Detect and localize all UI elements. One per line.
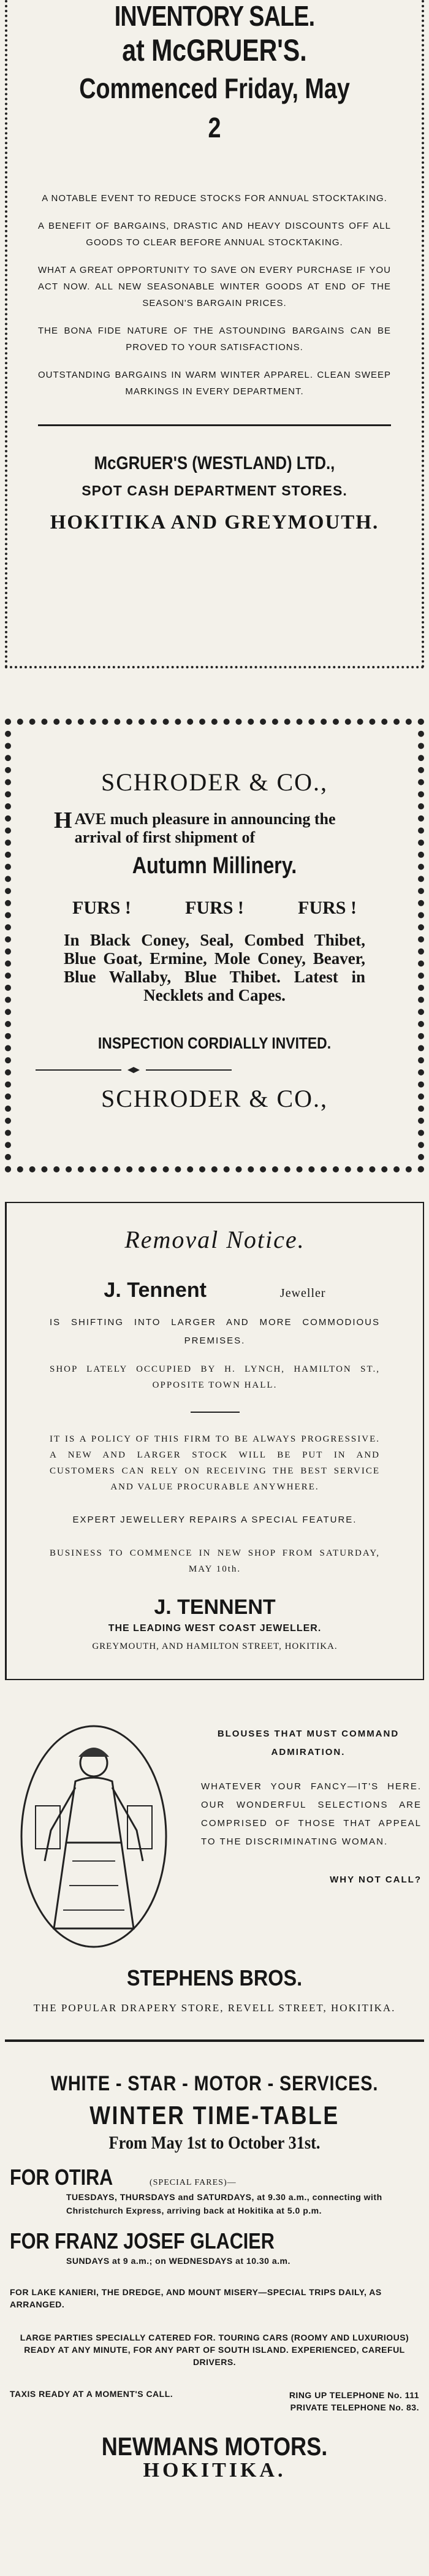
ad1-paragraph: THE BONA FIDE NATURE OF THE ASTOUNDING BARGAINS CAN BE PROVED TO YOUR SATISFACTIONS. — [38, 326, 391, 353]
ad5-otira-note: (SPECIAL FARES)— — [149, 2178, 237, 2187]
ad4-cta: WHY NOT CALL? — [330, 1875, 422, 1885]
ad2-millinery: Autumn Millinery. — [132, 853, 297, 879]
ad5-town: HOKITIKA. — [143, 2459, 286, 2482]
ad4-firm-name: STEPHENS BROS. — [126, 1965, 303, 1990]
ad4-headline: BLOUSES THAT MUST COMMAND ADMIRATION. — [217, 1729, 400, 1757]
ad1-company: McGRUER'S (WESTLAND) LTD., — [94, 453, 335, 473]
ad3-paragraph: EXPERT JEWELLERY REPAIRS A SPECIAL FEATURE. — [72, 1515, 357, 1525]
ad5-glacier-row — [5, 2228, 424, 2254]
ad2-inspection: INSPECTION CORDIALLY INVITED. — [97, 1034, 332, 1052]
ad5-kaniere: FOR LAKE KANIERI, THE DREDGE, AND MOUNT MISERY—SPECIAL TRIPS DAILY, AS ARRANGED. — [10, 2287, 382, 2309]
ad2-intro-text: AVE much pleasure in announcing the arrival of first shipment of — [74, 810, 336, 846]
ad4-body: WHATEVER YOUR FANCY—IT'S HERE. OUR WONDERFUL SELECTIONS ARE COMPRISED OF THOSE THAT APPEAL TO THE DISCRIMINATING WOMAN. — [201, 1781, 422, 1847]
ad3-short-rule — [191, 1412, 240, 1413]
ad2-furs-row — [36, 898, 393, 919]
ad1-date-line: Commenced Friday, May 2 — [79, 72, 350, 143]
ad5-otira-label: FOR OTIRA — [10, 2165, 113, 2190]
ad1-tagline: SPOT CASH DEPARTMENT STORES. — [82, 483, 347, 499]
ad1-store-line: at McGRUER'S. — [122, 33, 307, 67]
ad3-name-row — [31, 1278, 398, 1302]
ad2-firm-footer: SCHRODER & CO., — [101, 1085, 328, 1112]
ad5-taxi-row — [5, 2389, 424, 2414]
ad5-glacier-detail: SUNDAYS at 9 a.m.; on WEDNESDAYS at 10.30 a.m. — [66, 2256, 290, 2266]
ad2-furs-word: FURS ! — [72, 898, 131, 918]
tennent-advertisement — [5, 1202, 424, 1680]
ad2-furs-word: FURS ! — [185, 898, 244, 918]
ad5-glacier-label: FOR FRANZ JOSEF GLACIER — [10, 2228, 275, 2253]
ad3-trade: Jeweller — [279, 1286, 326, 1300]
ad1-locations: HOKITIKA AND GREYMOUTH. — [50, 511, 379, 533]
ad5-parties: LARGE PARTIES SPECIALLY CATERED FOR. TOURING CARS (ROOMY AND LUXURIOUS) READY AT ANY MINUTE, FOR ANY PART OF SOUTH ISLAND. EXPERIENCED, CAREFUL DRIVERS. — [20, 2333, 409, 2367]
ad5-otira-row — [5, 2165, 424, 2190]
schroder-advertisement — [5, 719, 424, 1172]
ornament-divider-icon — [36, 1066, 232, 1074]
ad2-intro — [36, 810, 393, 847]
stephens-advertisement — [5, 1720, 424, 2042]
ad3-paragraph: IS SHIFTING INTO LARGER AND MORE COMMODIOUS PREMISES. — [50, 1317, 380, 1346]
white-star-motor-advertisement — [5, 2051, 424, 2566]
ad5-date-range: From May 1st to October 31st. — [108, 2133, 321, 2153]
ad1-paragraph: WHAT A GREAT OPPORTUNITY TO SAVE ON EVERY PURCHASE IF YOU ACT NOW. ALL NEW SEASONABLE WINTER GOODS AT END OF THE SEASON'S BARGAIN PRICES. — [38, 265, 391, 308]
woman-illustration-icon — [17, 1720, 170, 1953]
ad2-furs-word: FURS ! — [298, 898, 357, 918]
ad1-divider — [38, 424, 391, 426]
ad5-title: WHITE - STAR - MOTOR - SERVICES. — [50, 2072, 379, 2095]
ad3-signature: J. TENNENT — [154, 1596, 276, 1619]
ad3-address: GREYMOUTH, AND HAMILTON STREET, HOKITIKA. — [92, 1642, 338, 1651]
ad1-paragraph: OUTSTANDING BARGAINS IN WARM WINTER APPAREL. CLEAN SWEEP MARKINGS IN EVERY DEPARTMENT. — [38, 370, 391, 397]
ad3-name: J. Tennent — [104, 1278, 207, 1302]
ad5-taxis: TAXIS READY AT A MOMENT'S CALL. — [10, 2389, 173, 2399]
ad4-copy — [195, 1725, 422, 1885]
ad2-drop-cap: H — [54, 808, 72, 833]
ad1-paragraph: A NOTABLE EVENT TO REDUCE STOCKS FOR ANNUAL STOCKTAKING. — [42, 193, 387, 204]
ad5-phone-1: RING UP TELEPHONE No. 111 — [289, 2390, 419, 2400]
ad1-headline: INVENTORY SALE. — [114, 0, 315, 32]
ad2-fur-list: In Black Coney, Seal, Combed Thibet, Blue Goat, Ermine, Mole Coney, Beaver, Blue Wallaby, Blue Thibet. Latest in Necklets and Capes. — [64, 931, 365, 1004]
ad3-paragraph: IT IS A POLICY OF THIS FIRM TO BE ALWAYS PROGRESSIVE. A NEW AND LARGER STOCK WILL BE PUT IN AND CUSTOMERS CAN RELY ON RECEIVING THE BEST SERVICE AND VALUE PROCURABLE ANYWHERE. — [50, 1434, 380, 1492]
ad3-paragraph: SHOP LATELY OCCUPIED BY H. LYNCH, HAMILTON ST., OPPOSITE TOWN HALL. — [50, 1364, 380, 1390]
ad5-timetable-heading: WINTER TIME-TABLE — [89, 2101, 340, 2130]
ad5-phone-2: PRIVATE TELEPHONE No. 83. — [290, 2402, 419, 2412]
ad1-paragraph: A BENEFIT OF BARGAINS, DRASTIC AND HEAVY DISCOUNTS OFF ALL GOODS TO CLEAR BEFORE ANNUAL STOCKTAKING. — [38, 221, 391, 248]
ad2-firm-name: SCHRODER & CO., — [101, 768, 328, 796]
ad3-paragraph: BUSINESS TO COMMENCE IN NEW SHOP FROM SATURDAY, MAY 10th. — [50, 1548, 380, 1574]
ad4-address: THE POPULAR DRAPERY STORE, REVELL STREET, HOKITIKA. — [33, 2002, 396, 2014]
ad5-otira-detail: TUESDAYS, THURSDAYS and SATURDAYS, at 9.30 a.m., connecting with Christchurch Express, arriving back at Hokitika at 5.0 p.m. — [66, 2192, 382, 2215]
ad3-title: Removal Notice. — [124, 1226, 305, 1253]
mcgruers-advertisement — [5, 0, 424, 668]
ad5-firm-name: NEWMANS MOTORS. — [101, 2432, 328, 2461]
ad3-signature-tag: THE LEADING WEST COAST JEWELLER. — [108, 1623, 322, 1634]
